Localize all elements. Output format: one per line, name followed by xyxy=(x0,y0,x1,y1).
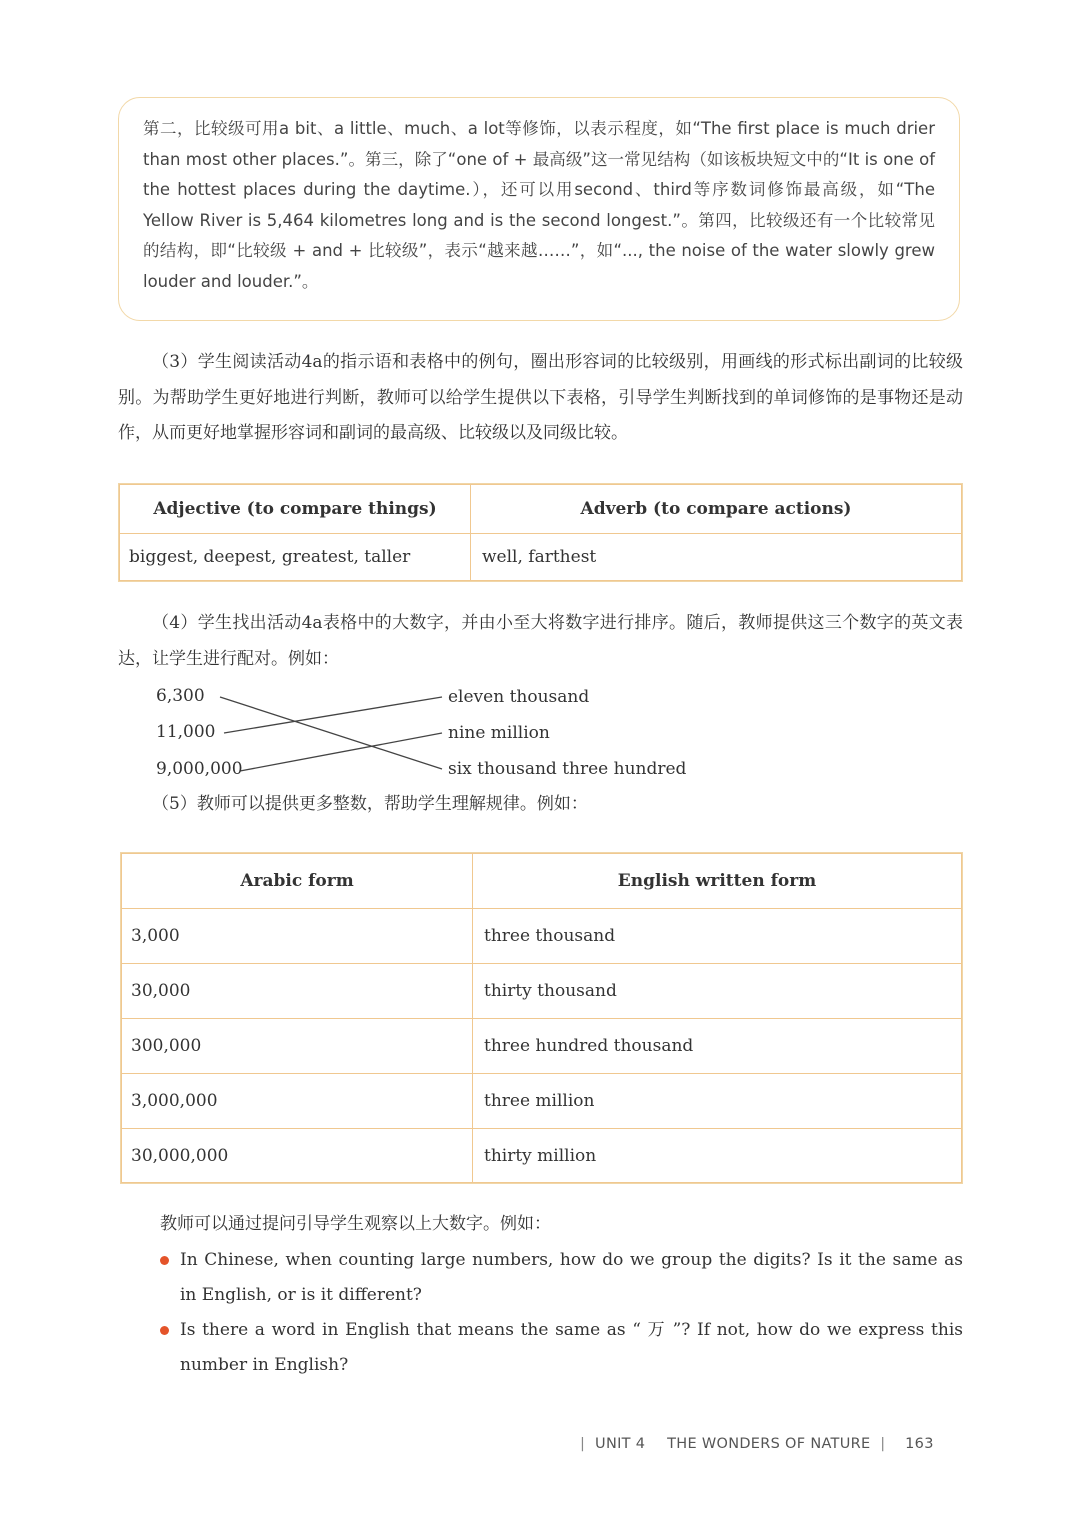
match-right-2: nine million xyxy=(448,723,550,743)
adverb-header: Adverb (to compare actions) xyxy=(471,485,962,534)
list-item xyxy=(160,1313,963,1383)
step3-paragraph xyxy=(118,345,963,452)
english-cell: thirty thousand xyxy=(473,964,962,1019)
arabic-cell: 300,000 xyxy=(122,1019,473,1074)
arabic-cell: 30,000,000 xyxy=(122,1129,473,1183)
bullet-dot-icon xyxy=(160,1326,169,1335)
arabic-form-header: Arabic form xyxy=(122,854,473,909)
number-table xyxy=(121,853,962,1183)
english-cell: three hundred thousand xyxy=(473,1019,962,1074)
english-cell: three thousand xyxy=(473,909,962,964)
number-matching-exercise xyxy=(150,683,710,783)
english-cell: thirty million xyxy=(473,1129,962,1183)
match-right-3: six thousand three hundred xyxy=(448,759,687,779)
adverb-cell: well, farthest xyxy=(471,534,962,581)
arabic-cell: 30,000 xyxy=(122,964,473,1019)
step4-paragraph xyxy=(118,606,963,677)
table-row xyxy=(122,1019,962,1074)
match-right-1: eleven thousand xyxy=(448,687,590,707)
adjective-header: Adjective (to compare things) xyxy=(120,485,471,534)
list-item xyxy=(160,1243,963,1313)
step3-text: （3）学生阅读活动4a的指示语和表格中的例句，圈出形容词的比较级别，用画线的形式标出副词的比较级别。为帮助学生更好地进行判断，教师可以给学生提供以下表格，引导学生判断找到的单词修饰的是事物还是动作，从而更好地掌握形容词和副词的最高级、比较级以及同级比较。 xyxy=(118,352,963,443)
match-left-2: 11,000 xyxy=(156,722,216,742)
page-footer xyxy=(580,1436,960,1452)
arabic-cell: 3,000 xyxy=(122,909,473,964)
page-number: 163 xyxy=(905,1436,934,1452)
footer-divider-right: | xyxy=(875,1436,901,1452)
footer-title: THE WONDERS OF NATURE xyxy=(667,1436,871,1452)
comparison-table xyxy=(119,484,962,581)
table-row xyxy=(122,1129,962,1183)
grammar-note-text: 第二，比较级可用a bit、a little、much、a lot等修饰，以表示程度，如“The first place is much drier than most other places.”。第三，除了“one of + 最高级”这一常见结构（如该板块短文中的“It is one of the hottest places during the daytime.），还可以用second、third等序数词修饰最高级，如“The Yellow River is 5,464 kilometres long and is the second longest.”。第四，比较级还有一个比较常见的结构，即“比较级 + and + 比较级”，表示“越来越……”，如“..., the noise of the water slowly grew louder and louder.”。 xyxy=(143,119,935,291)
question-text: Is there a word in English that means the same as “ 万 ”? If not, how do we express this number in English? xyxy=(180,1320,963,1375)
step4-text: （4）学生找出活动4a表格中的大数字，并由小至大将数字进行排序。随后，教师提供这三个数字的英文表达，让学生进行配对。例如： xyxy=(118,613,963,669)
footer-divider-left: | xyxy=(580,1436,591,1452)
bullet-dot-icon xyxy=(160,1256,169,1265)
table-row xyxy=(122,1074,962,1129)
arabic-cell: 3,000,000 xyxy=(122,1074,473,1129)
match-line-11000 xyxy=(224,697,442,733)
english-cell: three million xyxy=(473,1074,962,1129)
footer-unit: UNIT 4 xyxy=(595,1436,646,1452)
step5-text: （5）教师可以提供更多整数，帮助学生理解规律。例如： xyxy=(152,794,588,814)
table-row xyxy=(122,909,962,964)
table-row xyxy=(122,964,962,1019)
match-line-6300 xyxy=(220,697,442,769)
step5-paragraph xyxy=(118,787,963,823)
match-left-1: 6,300 xyxy=(156,686,205,706)
questions-intro xyxy=(160,1207,960,1243)
match-line-9000000 xyxy=(240,733,442,771)
question-list xyxy=(160,1243,963,1383)
grammar-note-box xyxy=(118,97,960,321)
english-form-header: English written form xyxy=(473,854,962,909)
question-text: In Chinese, when counting large numbers, how do we group the digits? Is it the same as in English, or is it different? xyxy=(180,1250,963,1305)
questions-intro-text: 教师可以通过提问引导学生观察以上大数字。例如： xyxy=(160,1214,551,1234)
match-left-3: 9,000,000 xyxy=(156,759,243,779)
adjective-cell: biggest, deepest, greatest, taller xyxy=(120,534,471,581)
